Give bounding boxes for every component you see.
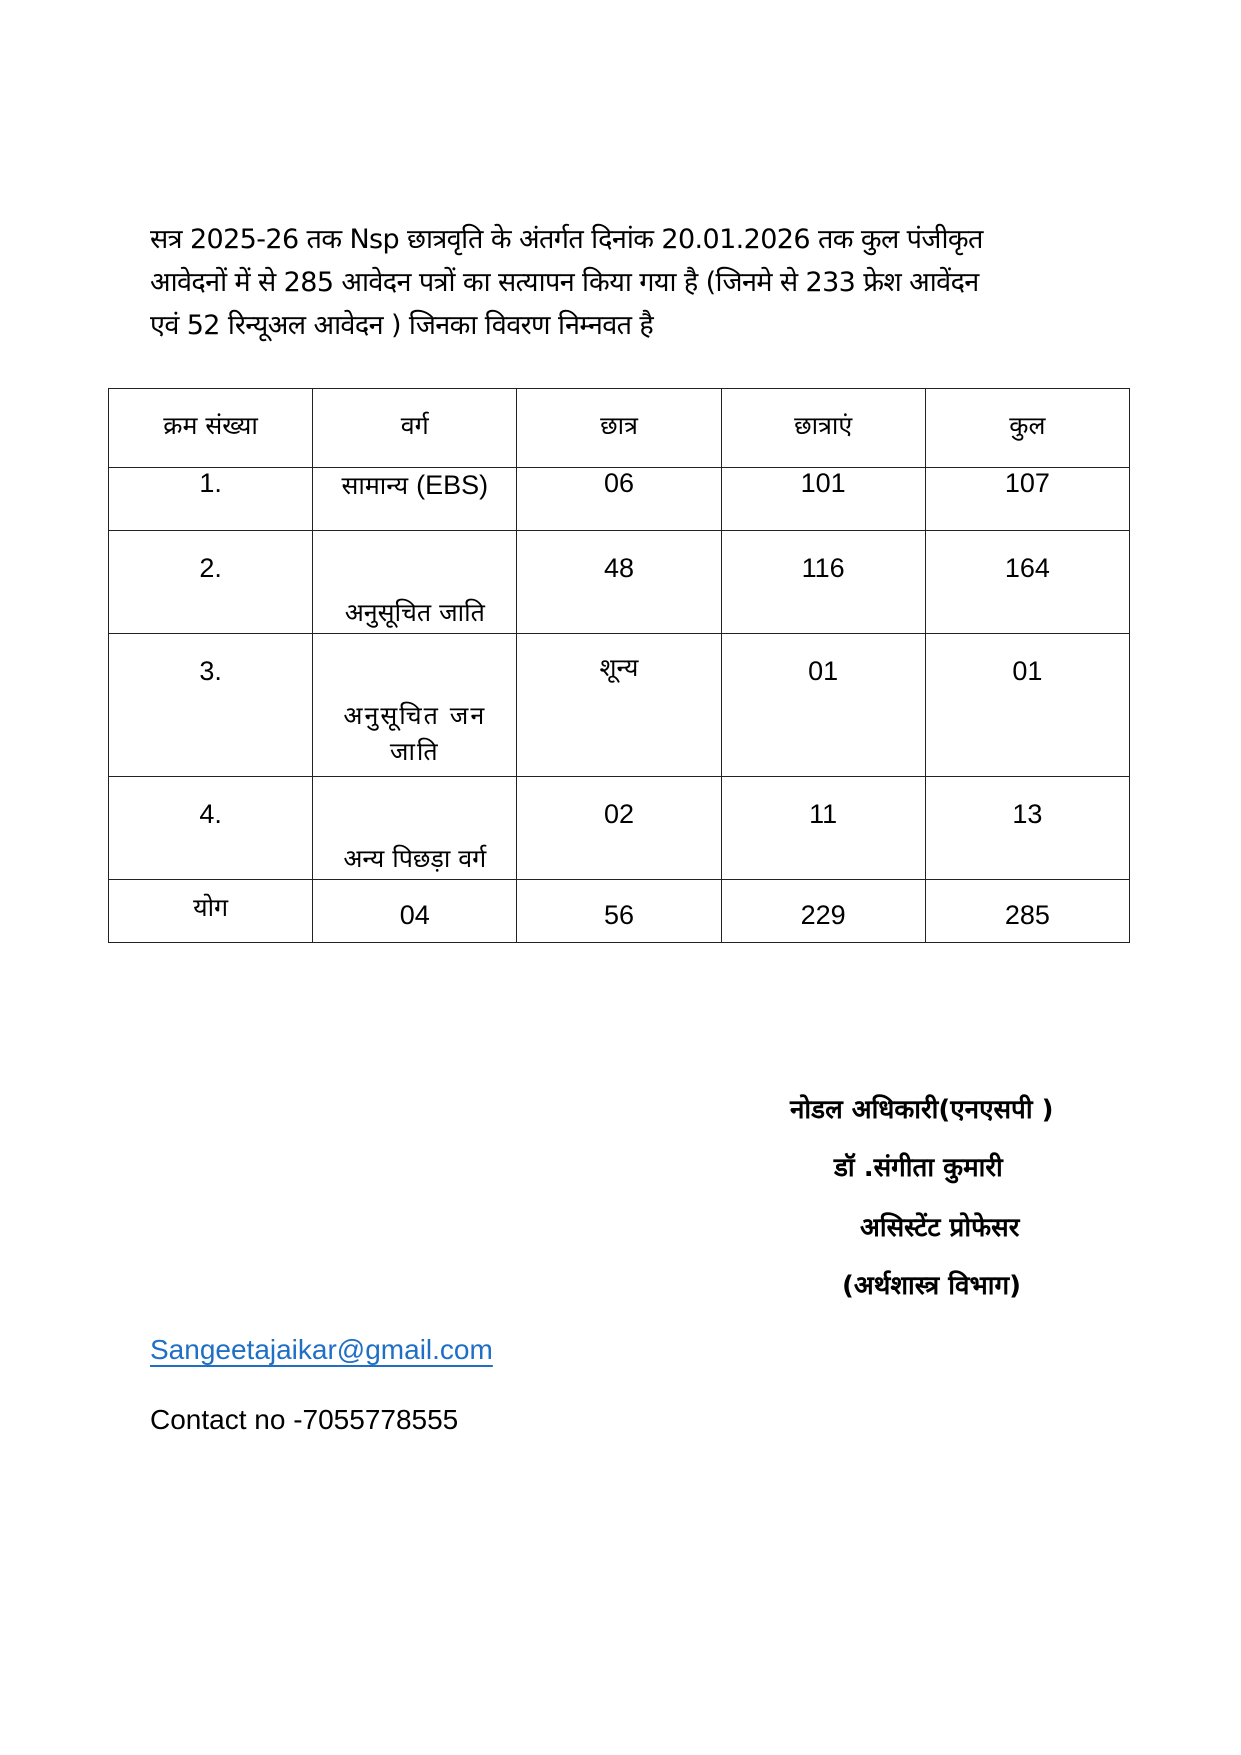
intro-line-1: सत्र 2025-26 तक Nsp छात्रवृति के अंतर्गत दिनांक 20.01.2026 तक कुल पंजीकृत xyxy=(150,224,983,255)
category-count-cell xyxy=(313,880,517,943)
category-value xyxy=(341,471,488,500)
serial-cell xyxy=(109,777,313,880)
category-value: अन्य पिछड़ा वर्ग xyxy=(343,844,487,873)
female-total-value: 229 xyxy=(800,900,846,930)
scholarship-verification-table xyxy=(108,388,1130,943)
female-value: 101 xyxy=(800,468,846,498)
male-cell xyxy=(517,777,721,880)
email-link[interactable]: Sangeetajaikar@gmail.com xyxy=(150,1334,493,1365)
male-total-cell xyxy=(517,880,721,943)
serial-cell xyxy=(109,531,313,634)
male-value: 48 xyxy=(603,553,634,583)
category-cell xyxy=(313,634,517,777)
serial-cell xyxy=(109,468,313,531)
female-cell xyxy=(721,468,925,531)
signatory-department: (अर्थशास्त्र विभाग) xyxy=(842,1271,1022,1301)
header-serial: क्रम संख्या xyxy=(109,389,313,468)
table-row xyxy=(109,777,1130,880)
intro-line-3: एवं 52 रिन्यूअल आवेदन ) जिनका विवरण निम्नवत है xyxy=(150,310,654,341)
total-label-cell xyxy=(109,880,313,943)
female-value: 01 xyxy=(808,656,839,686)
total-cell xyxy=(925,468,1129,531)
grand-total-value: 285 xyxy=(1004,900,1050,930)
category-cell xyxy=(313,468,517,531)
table-total-row xyxy=(109,880,1130,943)
female-cell xyxy=(721,634,925,777)
table-header-row xyxy=(109,389,1130,468)
serial-value: 4. xyxy=(199,799,222,829)
serial-value: 3. xyxy=(199,656,222,686)
male-value: शून्य xyxy=(599,653,639,682)
total-value: 107 xyxy=(1004,468,1050,498)
category-value-line-1: अनुसूचित जन xyxy=(343,701,487,730)
category-value-line-2: जाति xyxy=(389,737,440,766)
total-value: 13 xyxy=(1012,799,1043,829)
female-cell xyxy=(721,777,925,880)
total-cell xyxy=(925,531,1129,634)
female-total-cell xyxy=(721,880,925,943)
intro-paragraph xyxy=(150,218,1110,347)
category-name: सामान्य xyxy=(341,471,409,500)
category-suffix: (EBS) xyxy=(416,470,489,500)
female-value: 116 xyxy=(801,553,845,583)
total-value: 01 xyxy=(1012,656,1043,686)
signatory-name: डॉ .संगीता कुमारी xyxy=(834,1153,1003,1183)
male-value: 06 xyxy=(603,468,634,498)
signatory-designation: नोडल अधिकारी(एनएसपी ) xyxy=(790,1095,1054,1125)
female-cell xyxy=(721,531,925,634)
category-count-value: 04 xyxy=(399,900,430,930)
contact-number: Contact no -7055778555 xyxy=(150,1404,459,1435)
total-cell xyxy=(925,777,1129,880)
category-cell xyxy=(313,531,517,634)
table-row xyxy=(109,531,1130,634)
male-cell xyxy=(517,468,721,531)
header-female: छात्राएं xyxy=(721,389,925,468)
male-value: 02 xyxy=(603,799,634,829)
grand-total-cell xyxy=(925,880,1129,943)
total-value: 164 xyxy=(1004,553,1050,583)
serial-value: 1. xyxy=(199,468,222,498)
female-value: 11 xyxy=(809,799,838,829)
male-total-value: 56 xyxy=(603,900,634,930)
serial-cell xyxy=(109,634,313,777)
header-category: वर्ग xyxy=(313,389,517,468)
total-cell xyxy=(925,634,1129,777)
category-cell xyxy=(313,777,517,880)
total-label: योग xyxy=(193,893,229,922)
male-cell xyxy=(517,634,721,777)
header-male: छात्र xyxy=(517,389,721,468)
signatory-post: असिस्टेंट प्रोफेसर xyxy=(860,1213,1020,1243)
category-value: अनुसूचित जाति xyxy=(344,598,485,627)
header-total: कुल xyxy=(925,389,1129,468)
serial-value: 2. xyxy=(199,553,222,583)
table-row xyxy=(109,468,1130,531)
male-cell xyxy=(517,531,721,634)
intro-line-2: आवेदनों में से 285 आवेदन पत्रों का सत्यापन किया गया है (जिनमे से 233 फ्रेश आवेंदन xyxy=(150,267,979,298)
table-row xyxy=(109,634,1130,777)
